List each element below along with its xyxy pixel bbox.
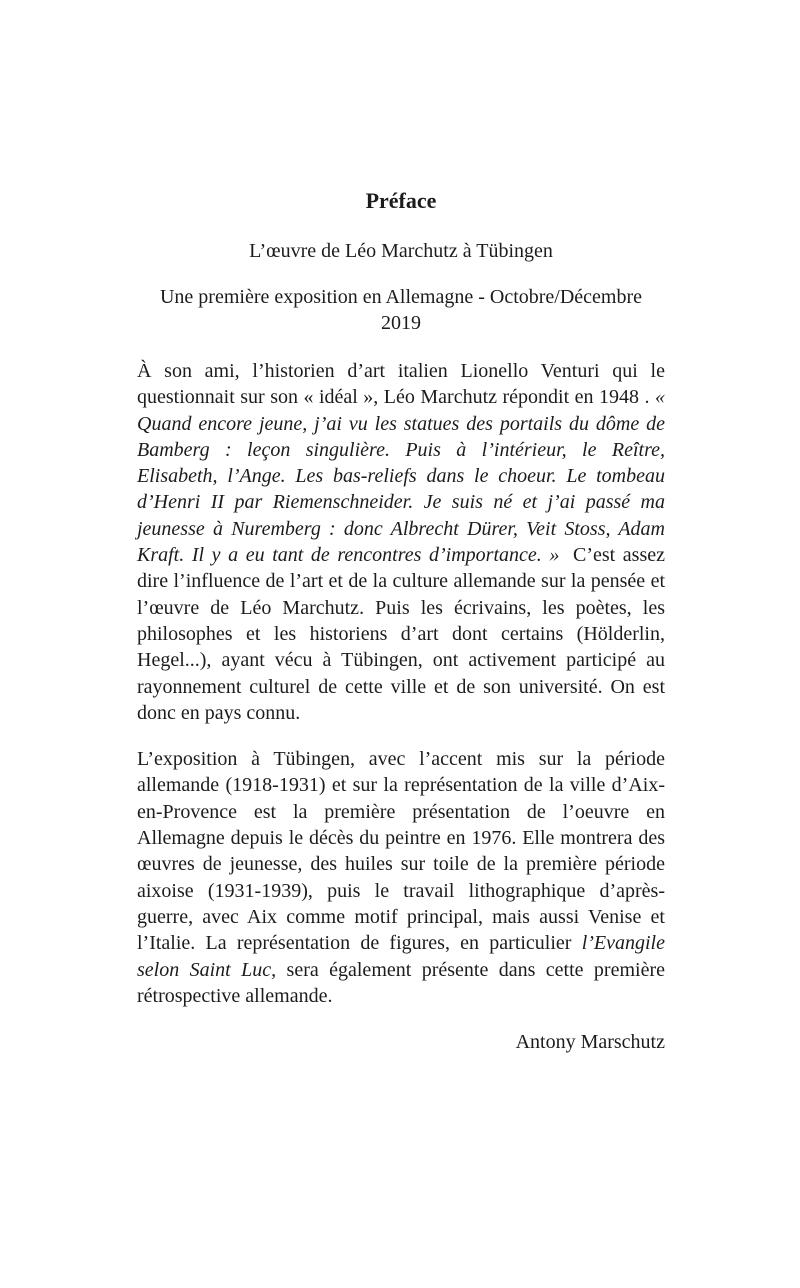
paragraph-1-rest: C’est assez dire l’influence de l’art et de la culture allemande sur la pensée et l’œuvre de Léo Marchutz. Puis les écrivains, les poètes, les philosophes et les historiens d’art dont certains (Hölderlin, Hegel...), ayant vécu à Tübingen, ont activement participé au rayonnement culturel de cette ville et de son université. On est donc en pays connu.	[137, 544, 665, 724]
exhibition-heading	[137, 284, 665, 336]
exhibition-line-2: 2019	[381, 312, 421, 334]
marchutz-quote: « Quand encore jeune, j’ai vu les statues des portails du dôme de Bamberg : leçon singulière. Puis à l’intérieur, le Reître, Elisabeth, l’Ange. Les bas-reliefs dans le choeur. Le tombeau d’Henri II par Riemenschneider. Je suis né et j’ai passé ma jeunesse à Nuremberg : donc Albrecht Dürer, Veit Stoss, Adam Kraft. Il y a eu tant de rencontres d’importance. »	[137, 386, 666, 567]
page-subtitle: L’œuvre de Léo Marchutz à Tübingen	[249, 240, 553, 262]
document-page	[137, 186, 665, 1055]
paragraph-1	[137, 358, 665, 726]
exhibition-line-1: Une première exposition en Allemagne - Octobre/Décembre	[159, 286, 643, 308]
paragraph-2	[137, 746, 665, 1009]
evangile-title: l’Evangile selon Saint Luc,	[137, 932, 665, 981]
author-signature: Antony Marschutz	[515, 1031, 665, 1054]
paragraph-2-text-after: sera également présente dans cette première rétrospective allemande.	[137, 958, 665, 1007]
page-title: Préface	[365, 188, 437, 213]
paragraph-2-text-before: L’exposition à Tübingen, avec l’accent mis sur la période allemande (1918-1931) et sur la représentation de la ville d’Aix-en-Provence est la première présentation de l’oeuvre en Allemagne depuis le décès du peintre en 1976. Elle montrera des œuvres de jeunesse, des huiles sur toile de la première période aixoise (1931-1939), puis le travail lithographique d’après-guerre, avec Aix comme motif principal, mais aussi Venise et l’Italie. La représentation de figures, en particulier	[137, 748, 665, 955]
paragraph-1-intro: À son ami, l’historien d’art italien Lionello Venturi qui le questionnait sur son « idéal », Léo Marchutz répondit en 1948 .	[137, 360, 665, 409]
